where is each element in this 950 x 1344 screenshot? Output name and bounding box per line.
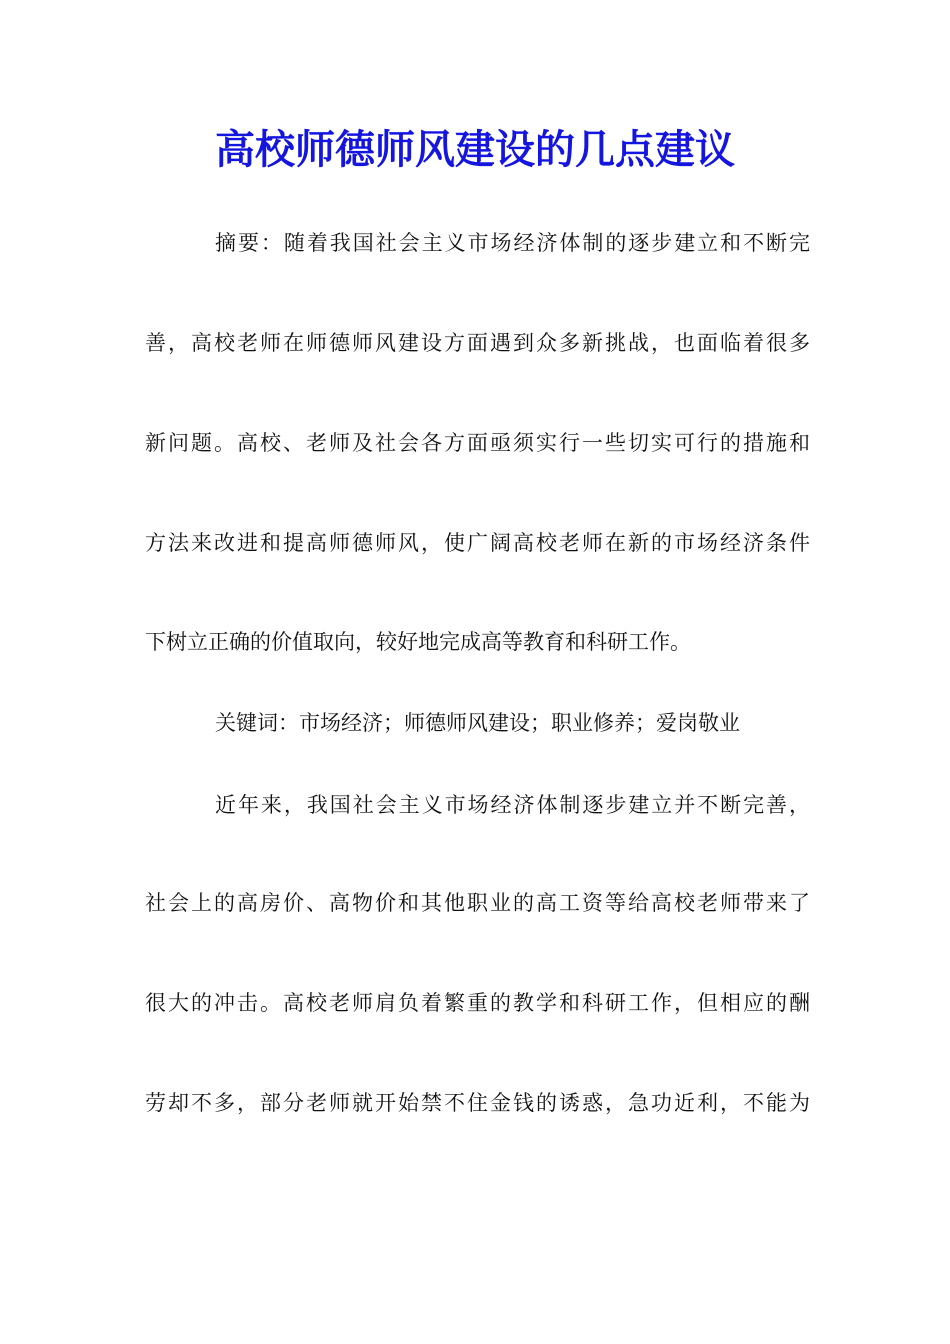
keywords-line: 关键词：市场经济；师德师风建设；职业修养；爱岗敬业 — [215, 711, 740, 735]
document-title: 高校师德师风建设的几点建议 — [215, 126, 735, 173]
abstract-line-1: 摘要：随着我国社会主义市场经济体制的逐步建立和不断完 — [215, 231, 810, 255]
abstract-line-5: 下树立正确的价值取向，较好地完成高等教育和科研工作。 — [145, 630, 691, 654]
abstract-line-3: 新问题。高校、老师及社会各方面亟须实行一些切实可行的措施和 — [145, 431, 810, 455]
abstract-line-2: 善，高校老师在师德师风建设方面遇到众多新挑战，也面临着很多 — [145, 331, 810, 355]
body-line-1: 近年来，我国社会主义市场经济体制逐步建立并不断完善， — [215, 793, 810, 817]
body-line-4: 劳却不多，部分老师就开始禁不住金钱的诱惑，急功近利，不能为 — [145, 1091, 810, 1115]
abstract-line-4: 方法来改进和提高师德师风，使广阔高校老师在新的市场经济条件 — [145, 531, 810, 555]
body-line-2: 社会上的高房价、高物价和其他职业的高工资等给高校老师带来了 — [145, 891, 810, 915]
body-line-3: 很大的冲击。高校老师肩负着繁重的教学和科研工作，但相应的酬 — [145, 991, 810, 1015]
